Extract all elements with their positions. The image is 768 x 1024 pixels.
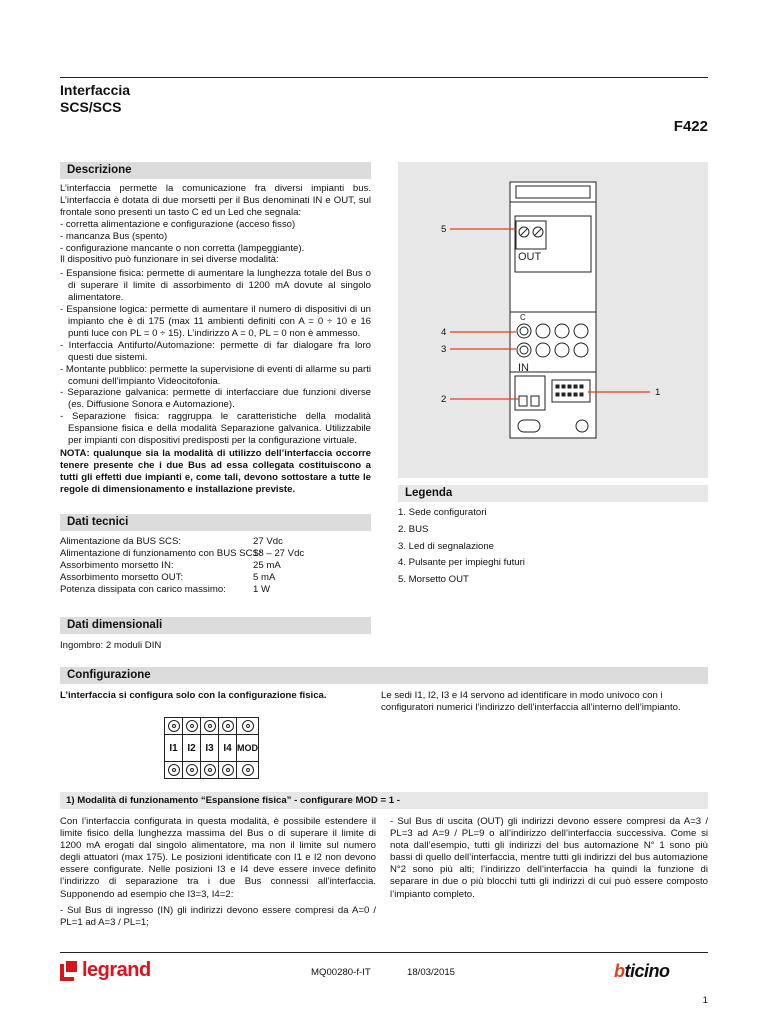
mode-description: Con l’interfaccia configurata in questa modalità, è possibile estendere il limite fisico della lunghezza massima del Bus o di superare il limite di 1200 mA erogati dal singolo alimentatore, ma non il limite sul numero degli attuatori (max 175). Le posizioni identificate con I1 e I2 non devono essere configurate. Nelle posizioni I3 e I4 deve essere invece definito l’indirizzo di separazione tra i due Bus connessi all’interfaccia. Supponendo ad esempio che I3=3, I4=2:: [60, 816, 376, 900]
slot-label-i4: I4: [219, 735, 237, 762]
spec-value: 27 Vdc: [253, 536, 283, 547]
config-cell: [165, 762, 183, 779]
led-state: - configurazione mancante o non corretta (lampeggiante).: [60, 242, 305, 254]
callout-4: 4: [441, 327, 447, 338]
legenda-item: 4. Pulsante per impieghi futuri: [398, 557, 525, 569]
product-code: F422: [673, 118, 708, 135]
mode-bar: 1) Modalità di funzionamento “Espansione fisica” - configurare MOD = 1 -: [60, 792, 708, 809]
screw-icon: [168, 720, 180, 732]
config-cell: [183, 762, 201, 779]
top-rule: [60, 77, 708, 78]
callout-2: 2: [441, 394, 447, 405]
bticino-logo: bticino: [614, 961, 670, 981]
legenda-item: 1. Sede configuratori: [398, 507, 487, 518]
spec-row: [60, 572, 380, 584]
spec-row: [60, 560, 380, 572]
mode-item: - Separazione fisica: raggruppa le caratteristiche della modalità Espansione fisica e della modalità Separazione galvanica. Utilizzabile per impianti con dispositivi predisposti per la configurazione virtuale.: [60, 411, 371, 447]
spec-value: 25 mA: [253, 560, 281, 571]
title-line1: Interfaccia: [60, 82, 131, 98]
in-label: IN: [518, 362, 529, 374]
legenda-list: [398, 505, 708, 589]
screw-icon: [222, 720, 234, 732]
section-descrizione: Descrizione: [60, 162, 371, 179]
slot-label-i3: I3: [201, 735, 219, 762]
section-configurazione: Configurazione: [60, 667, 708, 684]
spec-row: [60, 536, 380, 548]
title-line2: SCS/SCS: [60, 99, 122, 115]
led-state: - mancanza Bus (spento): [60, 230, 168, 242]
legenda-item: 3. Led di segnalazione: [398, 540, 495, 552]
config-cell: [201, 718, 219, 735]
config-cell: [237, 718, 259, 735]
screw-icon: [242, 764, 254, 776]
spec-label: Alimentazione da BUS SCS:: [60, 536, 182, 547]
modes-intro: Il dispositivo può funzionare in sei diverse modalità:: [60, 254, 279, 266]
bus-out-range: - Sul Bus di uscita (OUT) gli indirizzi devono essere compresi da A=3 / PL=3 ad A=9 / PL=9 o all’indirizzo dell’interfaccia successiva. Come si nota dall’esempio, tutti gli indirizzi del bus automazione N° 1 sono più bassi di quello dell’interfaccia, mentre tutti gli indirizzi del bus automazione N°2 sono più alti; l’indirizzo dell’interfaccia ha quindi la funzione di separare in due o più blocchi tutti gli indirizzi di cui può essere composto l’impianto completo.: [390, 816, 708, 900]
config-right-text: Le sedi I1, I2, I3 e I4 servono ad identificare in modo univoco con i configuratori numerici l’indirizzo dell’interfaccia all’interno dell’impianto.: [381, 690, 681, 714]
callout-5: 5: [441, 224, 447, 235]
spec-label: Potenza dissipata con carico massimo:: [60, 584, 226, 595]
bus-in-range: - Sul Bus di ingresso (IN) gli indirizzi devono essere compresi da A=0 / PL=1 ad A=3 / PL=1;: [60, 904, 376, 928]
spec-value: 5 mA: [253, 572, 276, 583]
led-state: - corretta alimentazione e configurazione (acceso fisso): [60, 218, 296, 230]
descrizione-intro: L’interfaccia permette la comunicazione fra diversi impianti bus. L’interfaccia è dotata di due morsetti per il Bus denominati IN e OUT, sul frontale sono presenti un tasto C ed un Led che segnala:: [60, 183, 371, 218]
screw-icon: [168, 764, 180, 776]
config-left-column: [60, 816, 376, 929]
config-cell: [201, 762, 219, 779]
legenda-item: 2. BUS: [398, 523, 429, 535]
page-number: 1: [702, 995, 708, 1006]
section-legenda: Legenda: [398, 485, 708, 502]
screw-icon: [186, 720, 198, 732]
descrizione-body: [60, 183, 371, 496]
spec-row: [60, 548, 380, 560]
screw-icon: [186, 764, 198, 776]
page-title: [60, 82, 130, 116]
config-cell: [165, 718, 183, 735]
callout-3: 3: [441, 344, 447, 355]
screw-icon: [204, 720, 216, 732]
screw-icon: [242, 720, 254, 732]
spec-row: [60, 584, 380, 596]
spec-label: Assorbimento morsetto OUT:: [60, 572, 184, 583]
config-cell: [219, 718, 237, 735]
screw-icon: [222, 764, 234, 776]
doc-code: MQ00280-f-IT: [311, 967, 371, 978]
out-label: OUT: [518, 251, 542, 263]
descrizione-note: NOTA: qualunque sia la modalità di utilizzo dell’interfaccia occorre tenere presente che i due Bus ad essa collegata costituiscono a tutti gli effetti due impianti e, come tali, devono sottostare a tutte le regole di dimensionamento e installazione previste.: [60, 447, 371, 495]
callout-1: 1: [655, 387, 661, 398]
ingombro-text: Ingombro: 2 moduli DIN: [60, 640, 162, 651]
device-diagram: [398, 162, 708, 478]
slot-label-i1: I1: [165, 735, 183, 762]
configurator-slot: [552, 380, 590, 402]
mode-item: - Espansione fisica: permette di aumentare la lunghezza totale del Bus o di superare il limite di assorbimento di 1200 mA dovute al singolo alimentatore.: [60, 268, 371, 304]
c-label: C: [520, 313, 526, 322]
section-dati-dimensionali: Dati dimensionali: [60, 617, 371, 634]
mode-item: - Interfaccia Antifurto/Automazione: permette di far dialogare fra loro questi due sistemi.: [60, 339, 371, 363]
spec-label: Assorbimento morsetto IN:: [60, 560, 174, 571]
bticino-text: ticino: [624, 961, 670, 981]
configurator-table: [164, 717, 259, 779]
config-cell: [219, 762, 237, 779]
mode-item: - Montante pubblico: permette la supervisione di eventi di allarme su parti comuni dell’impianto Videocitofonia.: [60, 363, 371, 387]
footer-rule: [60, 952, 708, 953]
spec-value: 18 – 27 Vdc: [253, 548, 305, 559]
config-cell: [183, 718, 201, 735]
spec-label: Alimentazione di funzionamento con BUS SCS:: [60, 548, 262, 559]
config-intro: L’interfaccia si configura solo con la configurazione fisica.: [60, 690, 327, 701]
mode-item: - Separazione galvanica: permette di interfacciare due funzioni diverse (es. Diffusione Sonora e Automazione).: [60, 387, 371, 411]
slot-label-i2: I2: [183, 735, 201, 762]
config-cell: [237, 762, 259, 779]
screw-icon: [204, 764, 216, 776]
legenda-item: 5. Morsetto OUT: [398, 574, 469, 586]
doc-date: 18/03/2015: [407, 967, 456, 978]
din-clip: [518, 420, 540, 432]
section-dati-tecnici: Dati tecnici: [60, 514, 371, 531]
legrand-logo-icon: [60, 961, 78, 981]
mode-item: - Espansione logica: permette di aumentare il numero di dispositivi di un impianto che è di 175 (max 11 ambienti definiti con A = 0 ÷ 10 e 16 punti luce con PL = 0 ÷ 15). L’indirizzo A = 0, PL = 0 non è ammesso.: [60, 304, 371, 339]
spec-value: 1 W: [253, 584, 271, 595]
device-top-clip: [516, 186, 590, 198]
slot-label-mod: MOD: [237, 735, 259, 762]
legrand-logo: legrand: [82, 959, 151, 981]
